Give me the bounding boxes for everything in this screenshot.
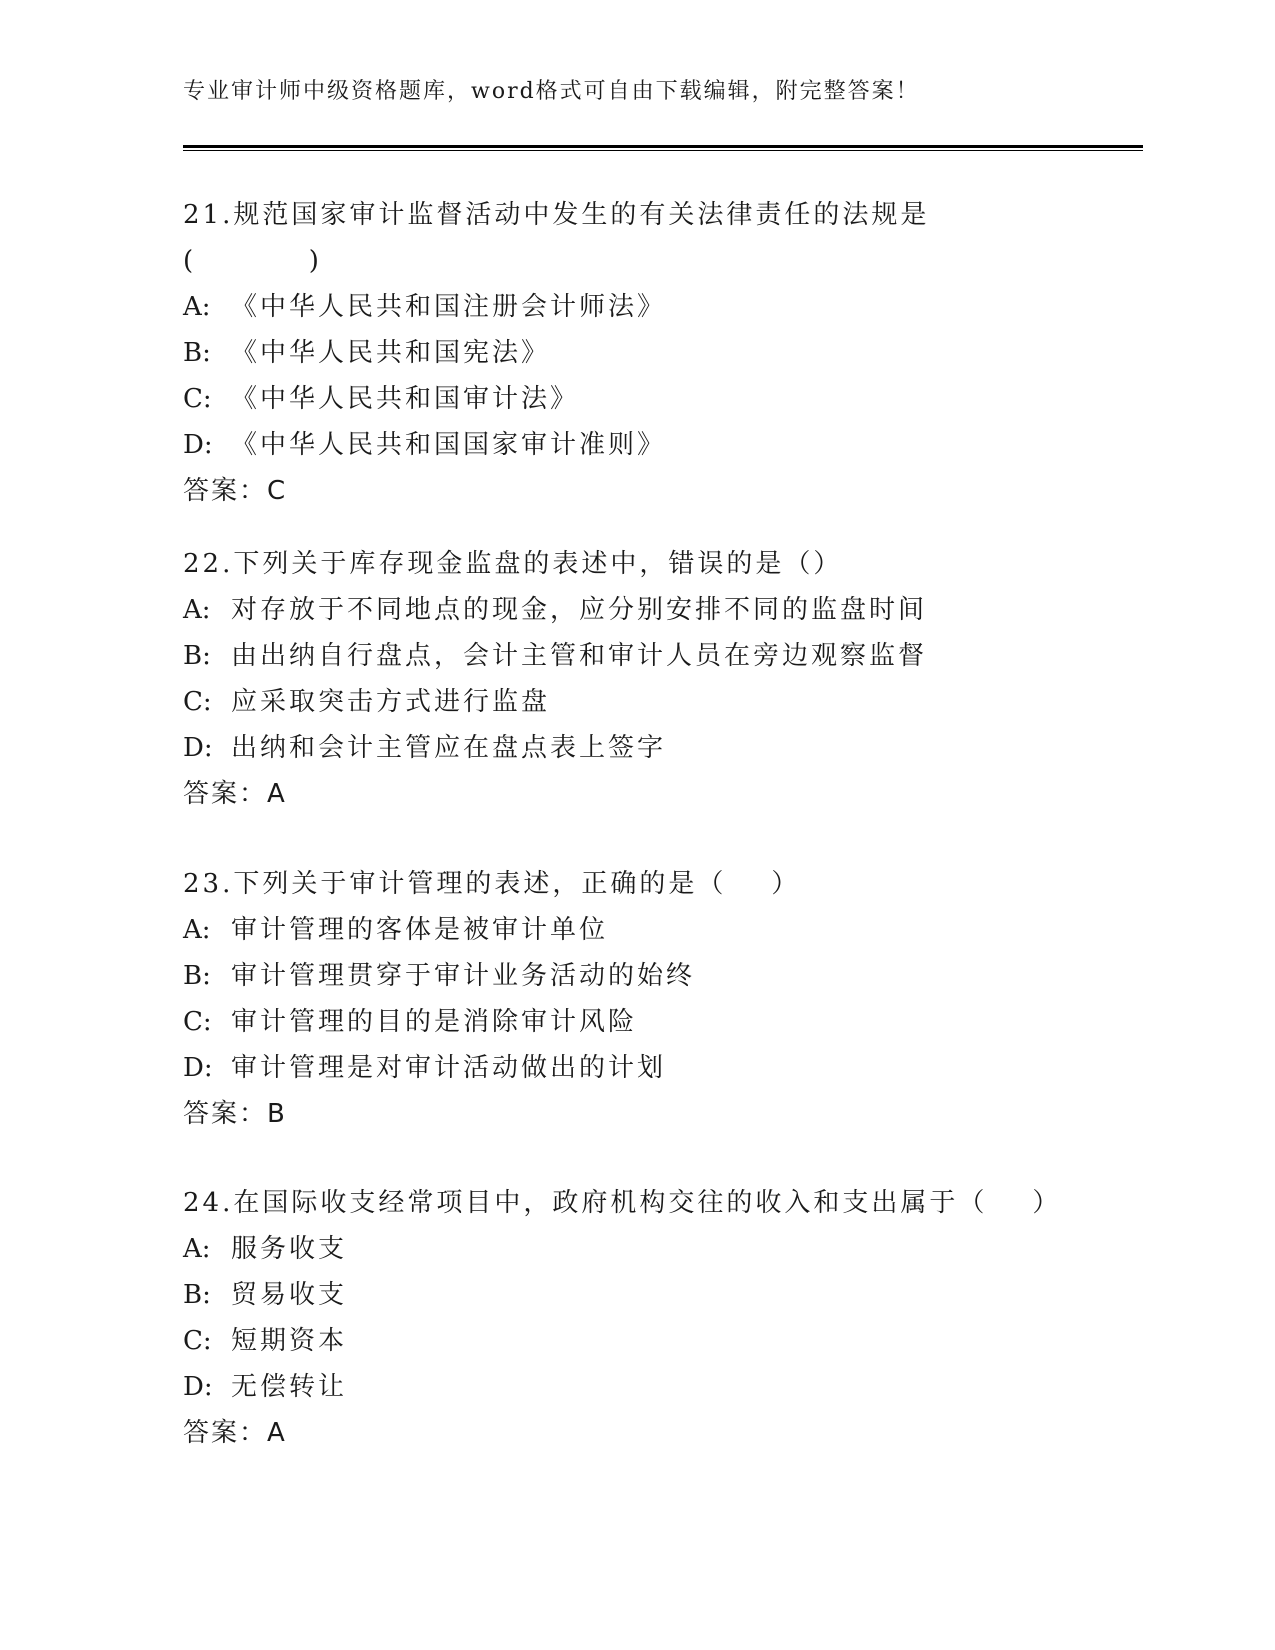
option-d [183,1364,1143,1410]
option-b [183,953,1143,999]
option-letter: B: [183,338,211,368]
question-22 [183,541,1143,817]
option-text: 《中华人民共和国国家审计准则》 [231,430,667,460]
question-24 [183,1180,1143,1456]
option-letter: A: [183,595,211,625]
option-letter: D: [183,1053,213,1083]
option-text: 《中华人民共和国审计法》 [231,384,580,414]
question-stem: 23.下列关于审计管理的表述，正确的是（ ） [183,869,801,899]
header-divider-thick [183,145,1143,148]
option-text: 短期资本 [231,1326,348,1356]
option-c [183,679,1143,725]
option-text: 由出纳自行盘点，会计主管和审计人员在旁边观察监督 [231,641,928,671]
option-letter: C: [183,1007,212,1037]
option-letter: B: [183,1280,211,1310]
option-c [183,1318,1143,1364]
option-text: 审计管理是对审计活动做出的计划 [231,1053,667,1083]
option-a [183,907,1143,953]
option-letter: C: [183,1326,212,1356]
option-letter: C: [183,687,212,717]
question-stem-bracket: ( ) [183,246,322,276]
option-letter: C: [183,384,212,414]
option-text: 《中华人民共和国宪法》 [231,338,551,368]
option-text: 应采取突击方式进行监盘 [231,687,551,717]
option-text: 无偿转让 [231,1372,348,1402]
option-a [183,1226,1143,1272]
question-23 [183,861,1143,1137]
answer-line: 答案：A [183,1418,287,1448]
option-b [183,330,1143,376]
option-c [183,999,1143,1045]
option-text: 审计管理贯穿于审计业务活动的始终 [231,961,696,991]
page-header-text: 专业审计师中级资格题库，word格式可自由下载编辑，附完整答案！ [183,79,920,104]
option-text: 审计管理的目的是消除审计风险 [231,1007,638,1037]
option-text: 服务收支 [231,1234,348,1264]
option-text: 出纳和会计主管应在盘点表上签字 [231,733,667,763]
option-letter: A: [183,915,211,945]
answer-line: 答案：A [183,779,287,809]
option-letter: B: [183,641,211,671]
option-letter: D: [183,1372,213,1402]
option-letter: B: [183,961,211,991]
option-a [183,587,1143,633]
option-b [183,633,1143,679]
option-c [183,376,1143,422]
question-stem: 21.规范国家审计监督活动中发生的有关法律责任的法规是 [183,200,930,230]
option-a [183,284,1143,330]
answer-line: 答案：B [183,1099,287,1129]
option-text: 审计管理的客体是被审计单位 [231,915,609,945]
header-divider-thin [183,150,1143,151]
option-letter: D: [183,733,213,763]
option-d [183,422,1143,468]
option-text: 贸易收支 [231,1280,348,1310]
option-letter: D: [183,430,213,460]
question-21 [183,192,1143,514]
question-stem: 22.下列关于库存现金监盘的表述中，错误的是（） [183,549,843,579]
option-letter: A: [183,1234,211,1264]
option-d [183,1045,1143,1091]
answer-line: 答案：C [183,476,288,506]
option-b [183,1272,1143,1318]
option-letter: A: [183,292,211,322]
question-stem: 24.在国际收支经常项目中，政府机构交往的收入和支出属于（ ） [183,1188,1062,1218]
option-d [183,725,1143,771]
option-text: 对存放于不同地点的现金，应分别安排不同的监盘时间 [231,595,928,625]
option-text: 《中华人民共和国注册会计师法》 [231,292,667,322]
